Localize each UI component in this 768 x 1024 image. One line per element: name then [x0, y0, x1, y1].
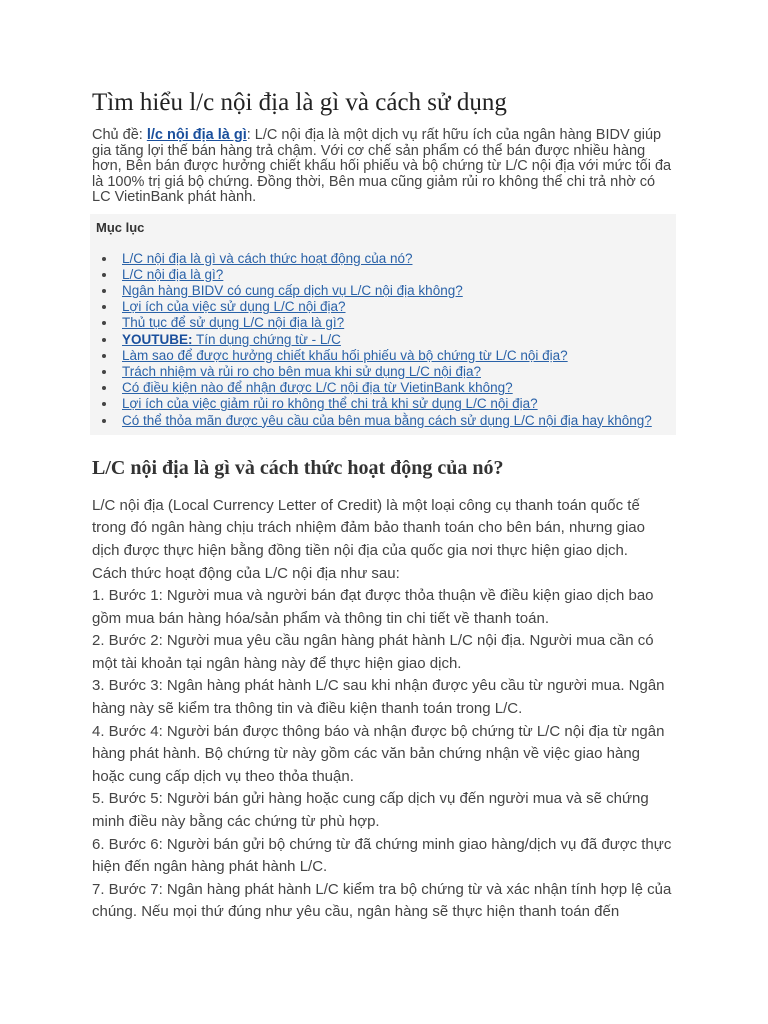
- youtube-text: Tín dụng chứng từ - L/C: [192, 331, 341, 347]
- toc-link[interactable]: Ngân hàng BIDV có cung cấp dịch vụ L/C nội địa không?: [122, 282, 463, 298]
- step-paragraph: 6. Bước 6: Người bán gửi bộ chứng từ đã chứng minh giao hàng/dịch vụ đã được thực hiện đến ngân hàng phát hành L/C.: [92, 835, 672, 876]
- toc-link[interactable]: L/C nội địa là gì?: [122, 266, 224, 282]
- page-title: Tìm hiểu l/c nội địa là gì và cách sử dụng: [92, 89, 507, 116]
- toc-item: [122, 251, 676, 267]
- toc-link[interactable]: Có thể thỏa mãn được yêu cầu của bên mua bằng cách sử dụng L/C nội địa hay không?: [122, 412, 652, 428]
- toc-link[interactable]: Lợi ích của việc giảm rủi ro không thể chi trả khi sử dụng L/C nội địa?: [122, 396, 538, 412]
- toc-item: [122, 396, 676, 412]
- youtube-link[interactable]: [122, 332, 341, 347]
- intro-paragraph: [92, 128, 676, 206]
- toc-item-youtube: [122, 332, 676, 348]
- toc-link[interactable]: Làm sao để được hưởng chiết khấu hối phiếu và bộ chứng từ L/C nội địa?: [122, 347, 568, 363]
- toc-link[interactable]: Lợi ích của việc sử dụng L/C nội địa?: [122, 299, 346, 315]
- toc-link[interactable]: Có điều kiện nào để nhận được L/C nội địa từ VietinBank không?: [122, 380, 513, 396]
- toc-item: [122, 380, 676, 396]
- youtube-label: YOUTUBE:: [122, 331, 193, 347]
- toc-list: [90, 251, 676, 429]
- toc-item: [122, 267, 676, 283]
- topic-link[interactable]: l/c nội địa là gì: [146, 127, 247, 143]
- toc-item: [122, 413, 676, 429]
- toc-link[interactable]: Thủ tục để sử dụng L/C nội địa là gì?: [122, 315, 345, 331]
- body-paragraph: Cách thức hoạt động của L/C nội địa như sau:: [92, 564, 400, 582]
- toc-item: [122, 348, 676, 364]
- step-paragraph: 5. Bước 5: Người bán gửi hàng hoặc cung cấp dịch vụ đến người mua và sẽ chứng minh điều này bằng các chứng từ phù hợp.: [92, 790, 649, 831]
- step-paragraph: 4. Bước 4: Người bán được thông báo và nhận được bộ chứng từ L/C nội địa từ ngân hàng phát hành. Bộ chứng từ này gồm các văn bản chứng nhận về việc giao hàng hoặc cung cấp dịch vụ theo thỏa thuận.: [92, 722, 665, 785]
- section-body: [92, 495, 676, 924]
- step-paragraph: 2. Bước 2: Người mua yêu cầu ngân hàng phát hành L/C nội địa. Người mua cần có một tài khoản tại ngân hàng này để thực hiện giao dịch.: [92, 632, 654, 672]
- toc-item: [122, 315, 676, 331]
- toc-item: [122, 283, 676, 299]
- section-heading: L/C nội địa là gì và cách thức hoạt động của nó?: [92, 456, 504, 479]
- toc-item: [122, 364, 676, 380]
- toc-title: Mục lục: [96, 219, 145, 235]
- toc-link[interactable]: L/C nội địa là gì và cách thức hoạt động của nó?: [122, 250, 413, 266]
- toc-item: [122, 299, 676, 315]
- table-of-contents: [90, 214, 676, 435]
- body-paragraph: L/C nội địa (Local Currency Letter of Credit) là một loại công cụ thanh toán quốc tế trong đó ngân hàng chịu trách nhiệm đảm bảo thanh toán cho bên bán, nhưng giao dịch được thực hiện bằng đồng tiền nội địa của quốc gia nơi thực hiện giao dịch.: [92, 496, 645, 559]
- step-paragraph: 3. Bước 3: Ngân hàng phát hành L/C sau khi nhận được yêu cầu từ người mua. Ngân hàng này sẽ kiểm tra thông tin và điều kiện thanh toán trong L/C.: [92, 677, 665, 718]
- toc-link[interactable]: Trách nhiệm và rủi ro cho bên mua khi sử dụng L/C nội địa?: [122, 363, 481, 379]
- intro-label: Chủ đề:: [92, 127, 147, 143]
- step-paragraph: 7. Bước 7: Ngân hàng phát hành L/C kiểm tra bộ chứng từ và xác nhận tính hợp lệ của chúng. Nếu mọi thứ đúng như yêu cầu, ngân hàng sẽ thực hiện thanh toán đến: [92, 880, 672, 921]
- step-paragraph: 1. Bước 1: Người mua và người bán đạt được thỏa thuận về điều kiện giao dịch bao gồm mua bán hàng hóa/sản phẩm và thông tin chi tiết về thanh toán.: [92, 587, 654, 627]
- intro-text: : L/C nội địa là một dịch vụ rất hữu ích của ngân hàng BIDV giúp gia tăng lợi thế bán hàng trả chậm. Với cơ chế sản phẩm có thể bán được nhiều hàng hơn, Bên bán được hưởng chiết khấu hối phiếu và bộ chứng từ L/C nội địa với mức tối đa là 100% trị giá bộ chứng. Đồng thời, Bên mua cũng giảm rủi ro không thể chi trả nhờ có LC VietinBank phát hành.: [92, 127, 672, 205]
